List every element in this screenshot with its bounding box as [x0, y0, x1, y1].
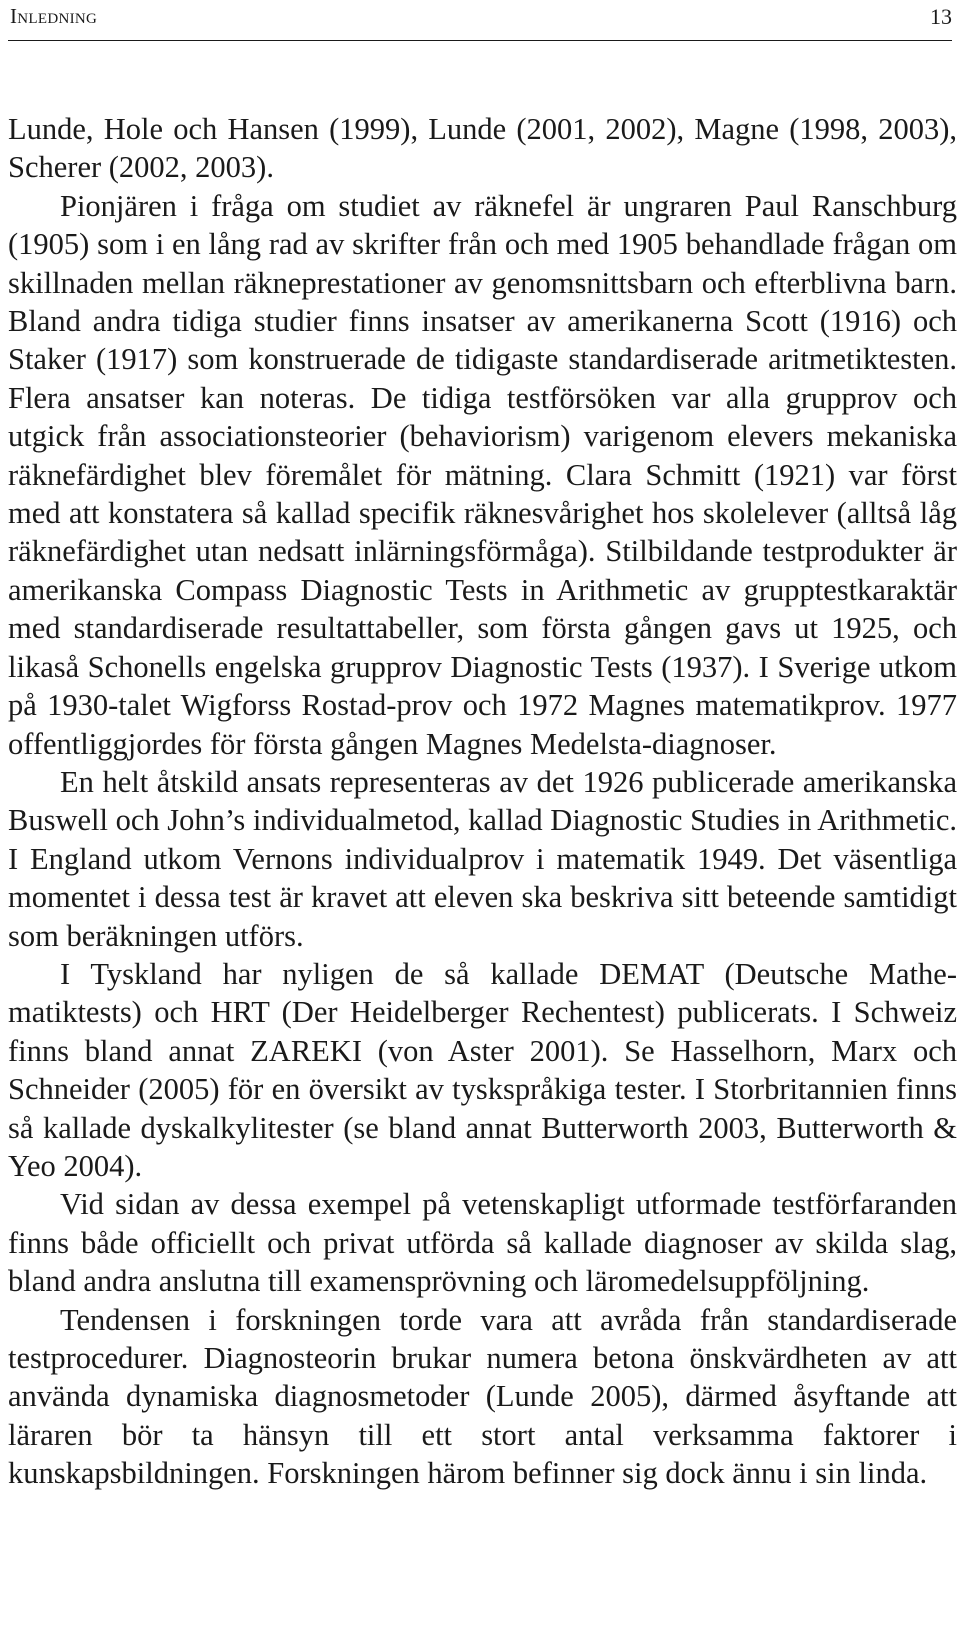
paragraph: Tendensen i forskningen torde vara att avråda från standardiserade testprocedurer. Diagnosteorin brukar numera betona önskvärdheten av att använda dynamiska diagnosmetoder (Lunde 2005), därmed åsyftande att läraren bör ta hänsyn till ett stort antal verksamma faktorer i kunskapsbildningen. Forskningen härom befinner sig dock ännu i sin linda.	[8, 1302, 957, 1491]
paragraph: Pionjären i fråga om studiet av räknefel är ungraren Paul Ranschburg (1905) som i en lång rad av skrifter från och med 1905 behandlade frågan om skillnaden mellan räkneprestationer av genomsnittsbarn och efterblivna barn. Bland andra tidiga studier finns insatser av amerikanerna Scott (1916) och Staker (1917) som konstruerade de tidigaste standardiserade aritmetiktesten. Flera ansatser kan noteras. De tidiga testförsöken var alla grupprov och utgick från associationsteorier (behaviorism) varigenom elevers mekaniska räknefärdighet blev föremålet för mätning. Clara Schmitt (1921) var först med att konstatera så kallad specifik räknesvårighet hos skolelever (alltså låg räknefärdighet utan nedsatt inlärningsförmåga). Stilbildande testprodukter är amerikanska Compass Diagnostic Tests in Arithmetic av grupptestkaraktär med standardiserade resultattabeller, som första gången gavs ut 1925, och likaså Schonells engelska grupprov Diagnostic Tests (1937). I Sverige utkom på 1930-talet Wigforss Rostad-prov och 1972 Magnes matematikprov. 1977 offentliggjordes för första gången Magnes Medelsta-diagnoser.	[8, 188, 957, 761]
paragraph: Lunde, Hole och Hansen (1999), Lunde (2001, 2002), Magne (1998, 2003), Scherer (2002, 2003).	[8, 112, 957, 185]
paragraph: En helt åtskild ansats representeras av det 1926 publicerade amerikanska Buswell och John’s individualmetod, kallad Diagnostic Studies in Arithmetic. I England utkom Vernons individualprov i matematik 1949. Det väsentliga momentet i dessa test är kravet att eleven ska beskriva sitt beteende samtidigt som beräkningen utförs.	[8, 764, 957, 953]
running-header	[8, 0, 952, 41]
chapter-title: Inledning	[10, 4, 98, 28]
body-text	[8, 110, 957, 1493]
page-number: 13	[930, 4, 952, 29]
paragraph: Vid sidan av dessa exempel på vetenskapligt utformade testförfaranden finns både officiellt och privat utförda så kallade diagnoser av skilda slag, bland andra anslutna till examensprövning och läromedelsuppföljning.	[8, 1187, 957, 1299]
paragraph: I Tyskland har nyligen de så kallade DEMAT (Deutsche Mathematiktests) och HRT (Der Heidelberger Rechentest) publicerats. I Schweiz finns bland annat ZAREKI (von Aster 2001). Se Hasselhorn, Marx och Schneider (2005) för en översikt av tyskspråkiga tester. I Storbritannien finns så kallade dyskalkylitester (se bland annat Butterworth 2003, Butterworth & Yeo 2004).	[8, 956, 957, 1183]
